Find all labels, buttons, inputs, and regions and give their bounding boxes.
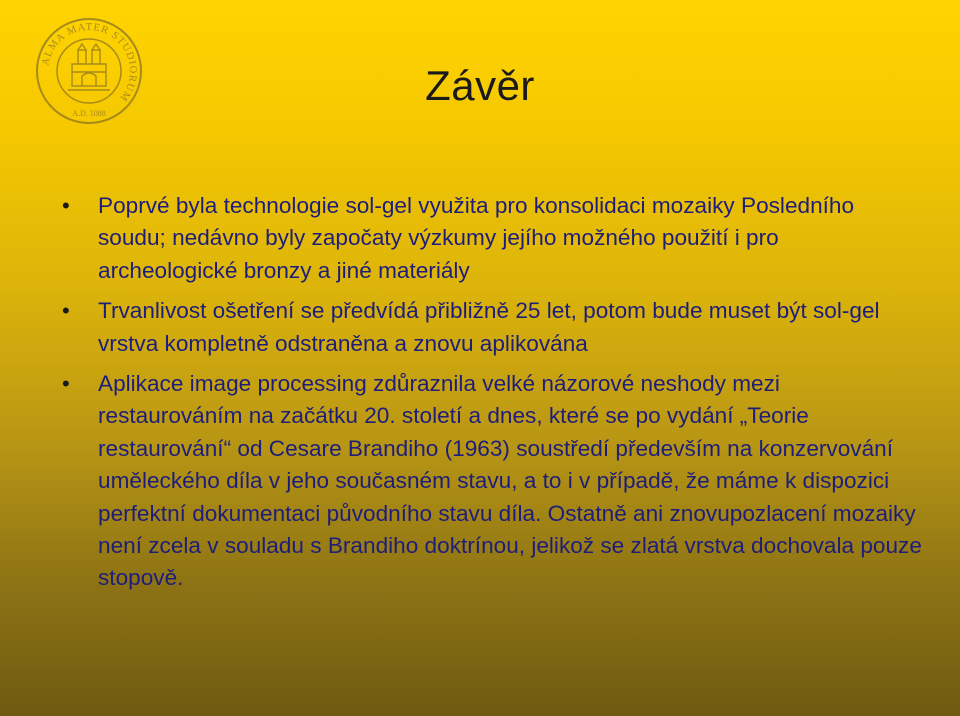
bullet-text: Trvanlivost ošetření se předvídá přibližně 25 let, potom bude muset být sol-gel vrstva kompletně odstraněna a znovu aplikována <box>98 298 880 356</box>
bullet-dot-icon: • <box>62 193 70 218</box>
bullet-item <box>62 190 922 287</box>
bullet-dot-icon: • <box>62 298 70 324</box>
bullet-text: Poprvé byla technologie sol-gel využita pro konsolidaci mozaiky Posledního soudu; nedávno byly započaty výzkumy jejího možného použití i pro archeologické bronzy a jiné materiály <box>98 193 855 283</box>
bullet-item <box>62 295 922 360</box>
bullet-item <box>62 368 922 595</box>
bullet-list <box>62 190 922 603</box>
bullet-dot-icon: • <box>62 371 70 397</box>
svg-text:A.D. 1088: A.D. 1088 <box>72 109 106 118</box>
bullet-text: Aplikace image processing zdůraznila velké názorové neshody mezi restaurováním na začátku 20. století a dnes, které se po vydání „Teorie restaurování“ od Cesare Brandiho (1963) soustředí především na konzervování uměleckého díla v jeho současném stavu, a to i v případě, že máme k dispozici perfektní dokumentaci původního stavu díla. Ostatně ani znovupozlacení mozaiky není zcela v souladu s Brandiho doktrínou, jelikož se zlatá vrstva dochovala pouze stopově. <box>98 371 922 591</box>
slide-title: Závěr <box>425 62 535 109</box>
svg-text:ALMA MATER STUDIORUM: ALMA MATER STUDIORUM <box>40 21 139 104</box>
